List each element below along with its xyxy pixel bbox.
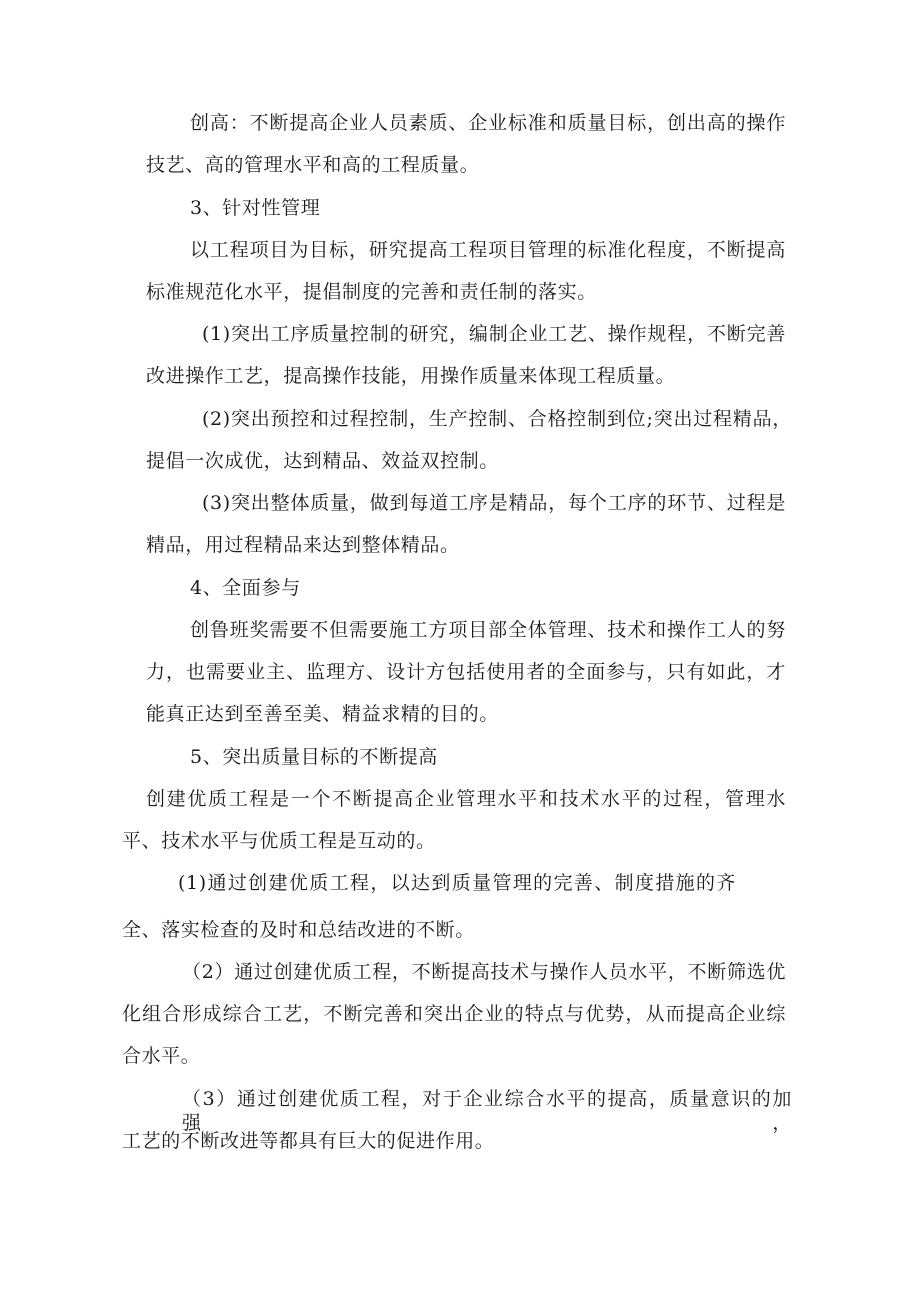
text-line: 创高：不断提高企业人员素质、企业标准和质量目标，创出高的操作	[190, 112, 786, 134]
text-line: (3)突出整体质量，做到每道工序是精品，每个工序的环节、过程是	[202, 492, 786, 514]
text-line: 化组合形成综合工艺，不断完善和突出企业的特点与优势，从而提高企业综	[122, 1003, 786, 1025]
text-line: (2)突出预控和过程控制，生产控制、合格控制到位;突出过程精品，	[202, 408, 792, 430]
text-line: 提倡一次成优，达到精品、效益双控制。	[146, 450, 499, 472]
text-line: 改进操作工艺，提高操作技能，用操作质量来体现工程质量。	[146, 365, 676, 387]
text-line: 以工程项目为目标，研究提高工程项目管理的标准化程度，不断提高	[190, 239, 786, 261]
text-line: 精品，用过程精品来达到整体精品。	[146, 534, 460, 556]
section-heading: 4、全面参与	[190, 577, 301, 599]
text-line: 工艺的不断改进等都具有巨大的促进作用。	[122, 1130, 495, 1152]
section-heading: 5、突出质量目标的不断提高	[190, 746, 438, 768]
text-line: （3）通过创建优质工程，对于企业综合水平的提高，质量意识的加强，	[182, 1088, 792, 1134]
text-line: 力，也需要业主、监理方、设计方包括使用者的全面参与，只有如此，才	[146, 661, 786, 683]
text-line: 创鲁班奖需要不但需要施工方项目部全体管理、技术和操作工人的努	[190, 619, 786, 641]
text-line: 技艺、高的管理水平和高的工程质量。	[146, 154, 480, 176]
text-line: 合水平。	[122, 1045, 201, 1067]
text-line: 能真正达到至善至美、精益求精的目的。	[146, 703, 499, 725]
text-line: 创建优质工程是一个不断提高企业管理水平和技术水平的过程，管理水	[146, 788, 786, 810]
section-heading: 3、针对性管理	[190, 197, 321, 219]
text-line: 全、落实检查的及时和总结改进的不断。	[122, 919, 475, 941]
text-line: 平、技术水平与优质工程是互动的。	[122, 830, 436, 852]
text-line: (1)通过创建优质工程，以达到质量管理的完善、制度措施的齐	[178, 872, 736, 894]
text-line: （2）通过创建优质工程，不断提高技术与操作人员水平，不断筛选优	[182, 961, 786, 983]
text-line: 标准规范化水平，提倡制度的完善和责任制的落实。	[146, 281, 597, 303]
text-line: (1)突出工序质量控制的研究，编制企业工艺、操作规程，不断完善	[202, 323, 786, 345]
